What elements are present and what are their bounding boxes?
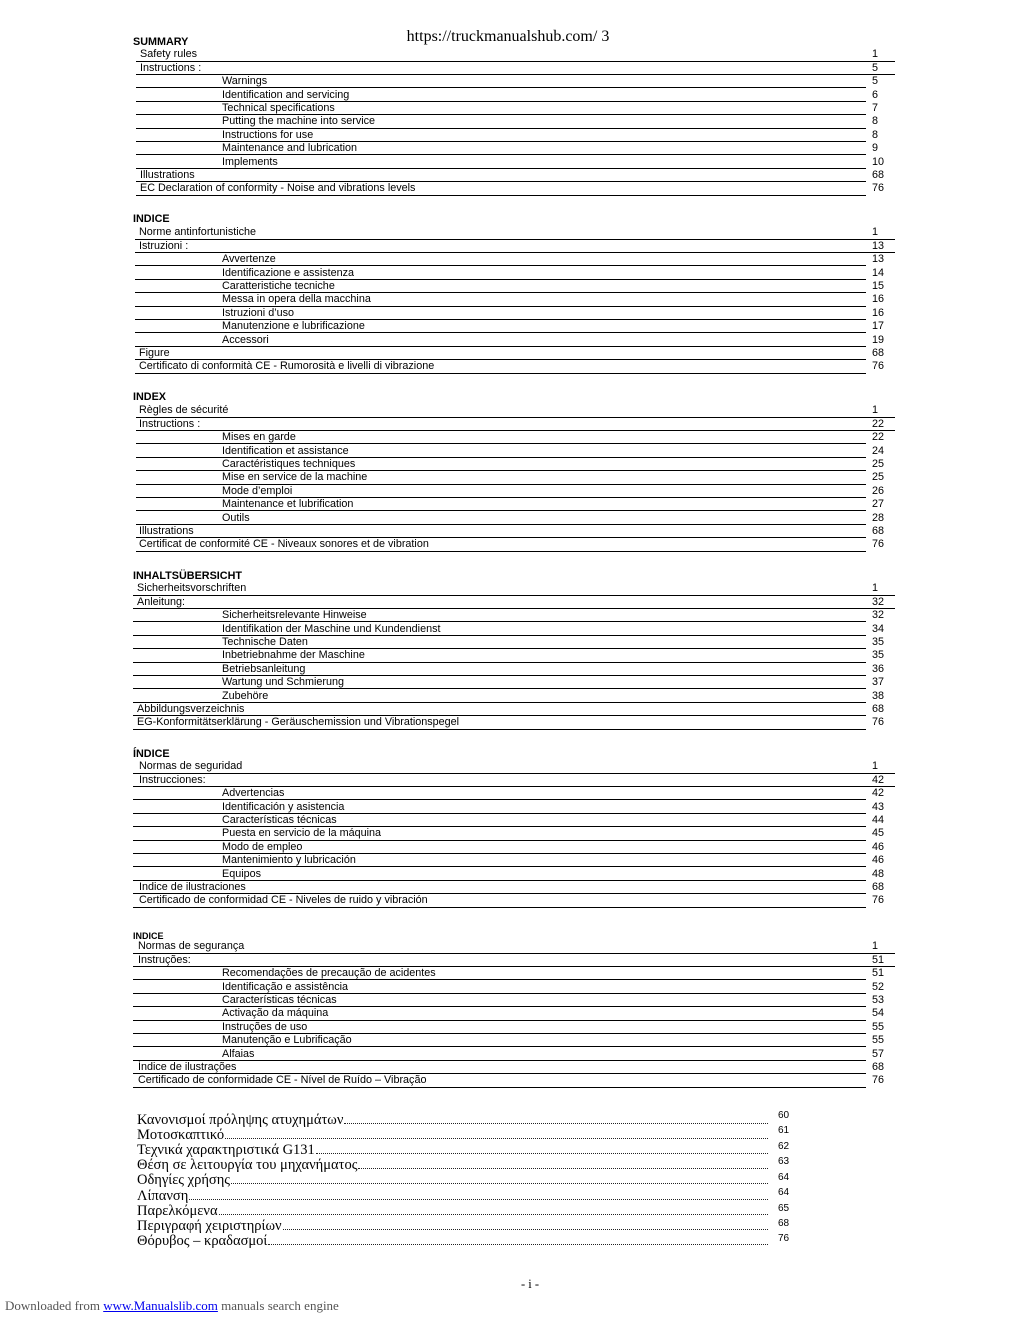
toc-page-number: 65 xyxy=(778,1202,790,1214)
toc-entry-label: Τεχνικά χαρακτηριστικά G131 xyxy=(137,1142,315,1159)
toc-row xyxy=(133,787,885,800)
toc-entry-label: Règles de sécurité xyxy=(139,404,229,417)
toc-page-number: 1 xyxy=(872,940,879,953)
toc-row xyxy=(136,418,895,431)
manualslib-link[interactable]: www.Manualslib.com xyxy=(103,1298,218,1313)
toc-entry-label: Λίπανση xyxy=(137,1187,189,1204)
toc-row xyxy=(133,1074,885,1087)
toc-entry-label: Instructions for use xyxy=(222,128,314,141)
toc-row xyxy=(137,1217,790,1234)
toc-page-number: 1 xyxy=(872,404,879,417)
toc-entry-label: Οδηγίες χρήσης xyxy=(137,1172,231,1189)
toc-row xyxy=(133,662,885,676)
toc-entry-label: Illustrations xyxy=(140,168,195,181)
toc-row xyxy=(137,1171,790,1189)
toc-page-number: 22 xyxy=(872,417,885,430)
toc-page-number: 54 xyxy=(872,1007,885,1020)
toc-page-number: 1 xyxy=(872,48,879,61)
header-url-text: https://truckmanualshub.com/ 3 xyxy=(406,28,610,45)
toc-page-number: 27 xyxy=(872,498,885,511)
toc-page-number: 60 xyxy=(778,1109,790,1121)
toc-entry-label: Istruzioni d’uso xyxy=(222,306,295,319)
toc-entry-label: Wartung und Schmierung xyxy=(222,676,345,689)
toc-page-number: 51 xyxy=(872,953,885,966)
toc-entry-label: Identificación y asistencia xyxy=(222,800,345,813)
toc-row xyxy=(135,333,885,347)
toc-page-number: 61 xyxy=(778,1125,790,1136)
toc-page-number: 8 xyxy=(872,115,879,128)
toc-entry-label: Manutenção e Lubrificação xyxy=(222,1034,352,1047)
toc-entry-label: Certificado de conformidade CE - Nível de Ruído – Vibração xyxy=(138,1074,427,1087)
toc-row xyxy=(133,867,885,881)
toc-entry-label: Maintenance and lubrication xyxy=(222,142,358,155)
toc-page-number: 44 xyxy=(872,813,885,826)
toc-page-number: 52 xyxy=(872,980,885,993)
toc-page-number: 1 xyxy=(872,226,879,239)
toc-page-number: 42 xyxy=(872,773,885,786)
section-title: INDEX xyxy=(133,391,166,403)
toc-row xyxy=(133,702,885,716)
toc-page-number: 28 xyxy=(872,511,885,524)
toc-entry-label: Messa in opera della macchina xyxy=(222,293,371,306)
toc-row xyxy=(133,954,895,967)
toc-page-number: 5 xyxy=(872,75,879,88)
toc-page-number: 17 xyxy=(872,320,885,333)
toc-row xyxy=(133,1007,885,1020)
toc-page-number: 68 xyxy=(872,346,885,359)
toc-entry-label: Índice de ilustrações xyxy=(138,1060,237,1073)
toc-entry-label: Instructions : xyxy=(140,61,202,74)
toc-row xyxy=(135,293,885,306)
page-number-footer: - i - xyxy=(520,1277,540,1291)
toc-page-number: 76 xyxy=(872,360,885,373)
toc-page-number: 14 xyxy=(872,266,885,279)
toc-entry-label: Identification and servicing xyxy=(222,88,350,101)
toc-row xyxy=(137,1202,790,1219)
toc-page-number: 32 xyxy=(872,609,885,622)
toc-entry-label: Avvertenze xyxy=(222,253,276,266)
toc-entry-label: Safety rules xyxy=(140,48,198,61)
toc-page-number: 53 xyxy=(872,993,885,1006)
toc-page-number: 62 xyxy=(778,1140,790,1152)
toc-entry-label: Abbildungsverzeichnis xyxy=(137,702,245,715)
toc-page-number: 36 xyxy=(872,662,885,675)
download-suffix: manuals search engine xyxy=(221,1298,339,1313)
toc-entry-label: Identificação e assistência xyxy=(222,980,349,993)
toc-row xyxy=(133,967,885,980)
toc-row xyxy=(133,827,885,840)
toc-entry-label: Certificato di conformità CE - Rumorosità e livelli di vibrazione xyxy=(139,360,435,373)
toc-page-number: 55 xyxy=(872,1020,885,1033)
toc-row xyxy=(133,1034,885,1047)
toc-row xyxy=(137,1125,790,1144)
toc-row xyxy=(133,1060,885,1074)
toc-entry-label: Istruzioni : xyxy=(139,239,189,252)
toc-entry-label: Certificat de conformité CE - Niveaux sonores et de vibration xyxy=(139,538,429,551)
toc-row xyxy=(136,538,885,551)
toc-page-number: 10 xyxy=(872,155,885,168)
toc-page-number: 43 xyxy=(872,800,885,813)
toc-row xyxy=(137,1187,790,1204)
toc-entry-label: Instructions : xyxy=(139,417,201,430)
toc-entry-label: Caratteristiche tecniche xyxy=(222,279,335,292)
toc-page-number: 76 xyxy=(872,182,885,195)
toc-entry-label: Características técnicas xyxy=(222,993,337,1006)
section-title: INDICE xyxy=(133,213,170,225)
toc-entry-label: Θέση σε λειτουργία του μηχανήματος xyxy=(137,1157,358,1174)
toc-page-number: 7 xyxy=(872,101,879,114)
toc-row xyxy=(133,1047,885,1061)
toc-entry-label: Alfaias xyxy=(222,1047,255,1060)
toc-page-number: 13 xyxy=(872,239,885,252)
toc-entry-label: Figure xyxy=(139,346,170,359)
toc-page-number: 46 xyxy=(872,854,885,867)
toc-row xyxy=(136,444,885,458)
toc-page-number: 55 xyxy=(872,1034,885,1047)
dot-leader xyxy=(189,1199,768,1200)
toc-page-number: 37 xyxy=(872,676,885,689)
toc-row xyxy=(135,346,885,360)
toc-row xyxy=(133,1020,885,1034)
toc-entry-label: Warnings xyxy=(222,75,268,88)
section-title: INDICE xyxy=(133,931,164,941)
toc-row xyxy=(136,155,885,169)
toc-page-number: 5 xyxy=(872,61,879,74)
toc-page-number: 26 xyxy=(872,484,885,497)
toc-entry-label: Mode d’emploi xyxy=(222,484,293,497)
toc-entry-label: Zubehöre xyxy=(222,689,269,702)
toc-entry-label: Modo de empleo xyxy=(222,840,303,853)
toc-page-number: 1 xyxy=(872,582,879,595)
toc-page-number: 22 xyxy=(872,431,885,444)
toc-entry-label: Instruções de uso xyxy=(222,1020,308,1033)
toc-entry-label: Características técnicas xyxy=(222,813,337,826)
toc-row xyxy=(133,649,885,662)
toc-entry-label: Normas de seguridad xyxy=(139,760,243,773)
toc-entry-label: Technische Daten xyxy=(222,635,308,648)
dot-leader xyxy=(283,1229,768,1230)
toc-entry-label: Μοτοσκαπτικό xyxy=(137,1127,225,1144)
toc-page-number: 42 xyxy=(872,787,885,800)
toc-entry-label: Recomendações de precaução de acidentes xyxy=(222,967,436,980)
toc-entry-label: Identification et assistance xyxy=(222,444,349,457)
toc-entry-label: Accessori xyxy=(222,333,269,346)
toc-row xyxy=(136,101,879,115)
toc-row xyxy=(133,880,885,894)
toc-entry-label: Manutenzione e lubrificazione xyxy=(222,320,365,333)
toc-row xyxy=(136,404,895,417)
toc-page-number: 51 xyxy=(872,967,885,980)
toc-page-number: 16 xyxy=(872,293,885,306)
toc-row xyxy=(136,511,885,525)
toc-entry-label: Mantenimiento y lubricación xyxy=(222,854,356,867)
toc-row xyxy=(136,431,885,444)
toc-page-number: 57 xyxy=(872,1047,885,1060)
toc-row xyxy=(133,840,885,854)
toc-row xyxy=(136,142,879,155)
toc-entry-label: Κανονισμοί πρόληψης ατυχημάτων xyxy=(137,1112,344,1128)
toc-entry-label: Advertencias xyxy=(222,787,285,800)
toc-page-number: 76 xyxy=(872,716,885,729)
toc-row xyxy=(136,75,879,88)
dot-leader xyxy=(231,1183,768,1184)
dot-leader xyxy=(219,1214,768,1215)
toc-page-number: 9 xyxy=(872,142,879,155)
toc-row xyxy=(133,800,885,814)
toc-page-number: 38 xyxy=(872,689,885,702)
toc-entry-label: Indice de ilustraciones xyxy=(139,880,246,893)
toc-row xyxy=(136,48,895,61)
toc-page-number: 16 xyxy=(872,306,885,319)
toc-entry-label: Maintenance et lubrification xyxy=(222,498,354,511)
toc-row xyxy=(133,980,885,994)
toc-row xyxy=(136,524,885,538)
toc-row xyxy=(136,62,895,75)
toc-page-number: 76 xyxy=(872,894,885,907)
toc-entry-label: Mise en service de la machine xyxy=(222,471,368,484)
toc-row xyxy=(135,306,885,320)
toc-entry-label: Normas de segurança xyxy=(138,940,245,953)
dot-leader xyxy=(225,1138,768,1139)
toc-entry-label: Instrucciones: xyxy=(139,773,206,786)
toc-page-number: 15 xyxy=(872,279,885,292)
toc-page-number: 68 xyxy=(872,1060,885,1073)
toc-entry-label: Activação da máquina xyxy=(222,1007,329,1020)
toc-entry-label: Identifikation der Maschine und Kundendienst xyxy=(222,622,441,635)
toc-row xyxy=(135,360,885,373)
toc-row xyxy=(135,279,885,293)
toc-row xyxy=(136,168,885,182)
toc-page-number: 64 xyxy=(778,1171,790,1183)
toc-row xyxy=(133,774,895,787)
toc-entry-label: Outils xyxy=(222,511,250,524)
toc-entry-label: Implements xyxy=(222,155,278,168)
toc-row xyxy=(133,596,895,609)
toc-row xyxy=(133,940,895,953)
toc-row xyxy=(133,676,885,689)
toc-page-number: 68 xyxy=(872,168,885,181)
toc-entry-label: Certificado de conformidad CE - Niveles de ruido y vibración xyxy=(139,894,428,907)
toc-entry-label: Instruções: xyxy=(138,953,191,966)
toc-row xyxy=(135,320,885,333)
toc-entry-label: Putting the machine into service xyxy=(222,115,376,128)
toc-row xyxy=(133,760,895,773)
dot-leader xyxy=(268,1244,768,1245)
toc-page-number: 48 xyxy=(872,867,885,880)
dot-leader xyxy=(344,1123,768,1124)
toc-entry-label: Norme antinfortunistiche xyxy=(139,226,257,239)
toc-row xyxy=(135,226,895,239)
toc-row xyxy=(137,1109,790,1128)
toc-row xyxy=(136,182,885,195)
toc-page-number: 68 xyxy=(778,1217,790,1229)
toc-page-number: 76 xyxy=(872,538,885,551)
toc-entry-label: Θόρυβος – κραδασμοί xyxy=(137,1232,268,1249)
toc-row xyxy=(133,689,885,703)
toc-row xyxy=(135,240,895,253)
toc-page-number: 76 xyxy=(872,1074,885,1087)
toc-entry-label: Sicherheitsvorschriften xyxy=(137,582,247,595)
toc-entry-label: Illustrations xyxy=(139,524,194,537)
toc-page-number: 68 xyxy=(872,702,885,715)
toc-entry-label: EG-Konformitätserklärung - Geräuschemission und Vibrationspegel xyxy=(137,716,460,729)
toc-page-number: 1 xyxy=(872,760,879,773)
toc-entry-label: Caractéristiques techniques xyxy=(222,457,356,470)
toc-entry-label: EC Declaration of conformity - Noise and vibrations levels xyxy=(140,182,416,195)
download-notice xyxy=(5,1298,339,1314)
toc-row xyxy=(137,1156,790,1174)
toc-row xyxy=(137,1140,790,1159)
toc-entry-label: Identificazione e assistenza xyxy=(222,266,355,279)
toc-page-number: 13 xyxy=(872,253,885,266)
toc-entry-label: Betriebsanleitung xyxy=(222,662,306,675)
toc-row xyxy=(133,609,885,622)
toc-row xyxy=(133,716,885,729)
toc-row xyxy=(133,854,885,867)
toc-page-number: 63 xyxy=(778,1156,790,1167)
toc-row xyxy=(136,457,885,471)
toc-page-number: 64 xyxy=(778,1187,790,1198)
toc-row xyxy=(133,894,885,907)
toc-row xyxy=(135,266,885,280)
toc-page-number: 68 xyxy=(872,880,885,893)
toc-entry-label: Sicherheitsrelevante Hinweise xyxy=(222,609,367,622)
toc-page-number: 34 xyxy=(872,622,885,635)
toc-page-number: 6 xyxy=(872,88,879,101)
toc-row xyxy=(136,471,885,484)
toc-page-number: 25 xyxy=(872,471,885,484)
toc-row xyxy=(136,498,885,511)
toc-page-number: 68 xyxy=(872,524,885,537)
download-prefix: Downloaded from xyxy=(5,1298,100,1313)
toc-entry-label: Inbetriebnahme der Maschine xyxy=(222,649,365,662)
toc-entry-label: Technical specifications xyxy=(222,101,335,114)
toc-page-number: 45 xyxy=(872,827,885,840)
toc-entry-label: Anleitung: xyxy=(137,595,186,608)
toc-row xyxy=(137,1232,790,1249)
toc-page-number: 8 xyxy=(872,128,879,141)
section-title: SUMMARY xyxy=(133,36,189,48)
toc-row xyxy=(136,484,885,498)
toc-page-number: 19 xyxy=(872,333,885,346)
dot-leader xyxy=(358,1168,768,1169)
toc-row xyxy=(133,622,885,636)
toc-entry-label: Mises en garde xyxy=(222,431,296,444)
toc-page-number: 25 xyxy=(872,457,885,470)
toc-row xyxy=(133,635,885,649)
toc-page-number: 46 xyxy=(872,840,885,853)
toc-page-number: 24 xyxy=(872,444,885,457)
toc-page-number: 76 xyxy=(778,1233,790,1245)
dot-leader xyxy=(316,1153,768,1154)
toc-entry-label: Παρελκόμενα xyxy=(137,1202,218,1219)
toc-row xyxy=(136,88,879,102)
toc-entry-label: Περιγραφή χειριστηρίων xyxy=(137,1217,282,1234)
toc-row xyxy=(136,115,879,128)
toc-entry-label: Puesta en servicio de la máquina xyxy=(222,827,382,840)
toc-row xyxy=(133,582,895,595)
toc-page-number: 32 xyxy=(872,595,885,608)
toc-entry-label: Equipos xyxy=(222,867,262,880)
section-title: INHALTSÜBERSICHT xyxy=(133,570,242,582)
toc-row xyxy=(133,993,885,1007)
toc-row xyxy=(133,813,885,827)
toc-row xyxy=(136,128,879,142)
toc-page-number: 35 xyxy=(872,649,885,662)
toc-row xyxy=(135,253,885,266)
toc-page-number: 35 xyxy=(872,635,885,648)
section-title: ÍNDICE xyxy=(133,748,170,760)
